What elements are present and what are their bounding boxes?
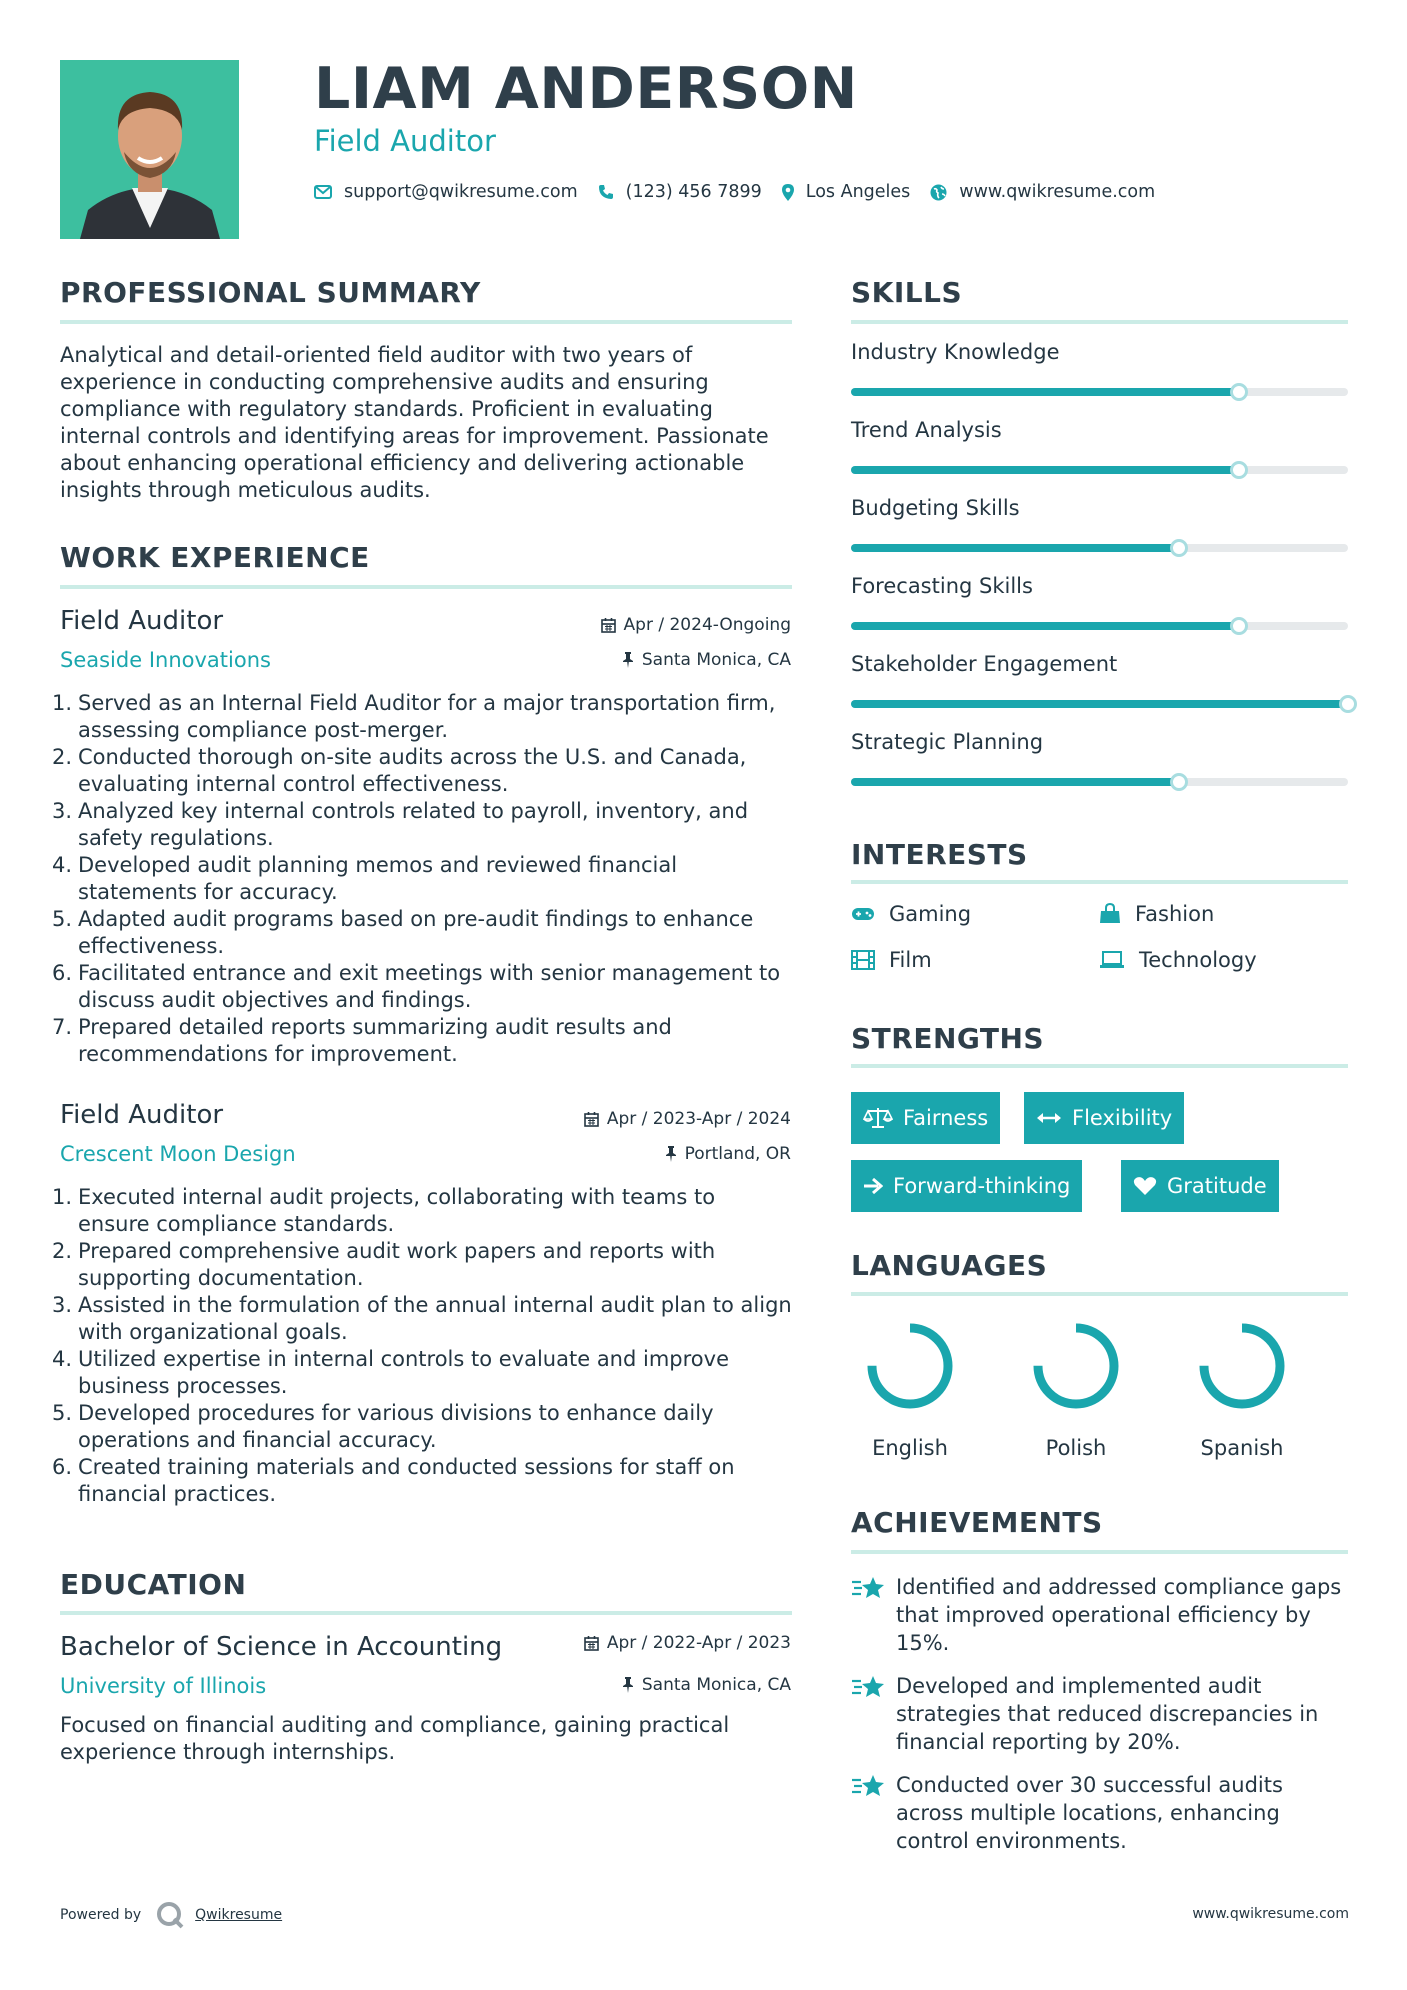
interest-label: Gaming [889,902,972,926]
work-divider [60,585,792,589]
list-item: Developed procedures for various divisions to enhance daily operations and financial accuracy. [78,1401,714,1452]
achievement-text: Identified and addressed compliance gaps that improved operational efficiency by 15%. [896,1575,1342,1655]
globe-icon [930,184,947,201]
language-name: English [872,1436,948,1460]
language-proficiency-arc [1204,1328,1280,1404]
work-heading: WORK EXPERIENCE [60,541,370,574]
list-item: Prepared comprehensive audit work papers and reports with supporting documentation. [78,1239,716,1290]
interest-label: Technology [1139,948,1257,972]
contact-email[interactable] [314,182,578,202]
job-location-text: Portland, OR [684,1144,791,1164]
skill-level-bar [851,466,1348,474]
job-location [665,1144,791,1164]
degree-title: Bachelor of Science in Accounting [60,1632,503,1662]
education-dates [584,1633,791,1653]
shooting-star-icon [851,1773,885,1799]
strength-fairness [851,1092,1000,1144]
language-proficiency-arc [1038,1328,1114,1404]
job-location-text: Santa Monica, CA [641,650,791,670]
interest-film [851,948,932,972]
education-dates-text: Apr / 2022-Apr / 2023 [606,1633,791,1653]
skill-level-knob [1170,773,1188,791]
job-dates-text: Apr / 2024-Ongoing [623,615,791,635]
contact-website-text: www.qwikresume.com [959,182,1156,202]
job-company: Seaside Innovations [60,648,271,672]
achievement-item [851,1573,1351,1657]
pushpin-icon [665,1146,677,1162]
list-item: Assisted in the formulation of the annual internal audit plan to align with organizational goals. [78,1293,792,1344]
job-dates [584,1109,791,1129]
language-proficiency-ring [1028,1318,1124,1414]
skill-level-knob [1339,695,1357,713]
calendar-icon [584,1635,599,1651]
skill-level-fill [851,622,1239,630]
contact-phone[interactable] [598,182,762,202]
contact-email-text: support@qwikresume.com [344,182,578,202]
skill-name: Strategic Planning [851,730,1044,754]
skill-level-fill [851,544,1179,552]
shooting-star-icon [851,1674,885,1700]
arrows-horizontal-icon [1036,1111,1062,1125]
strength-label: Fairness [903,1106,989,1130]
skill-level-fill [851,388,1239,396]
arrow-right-icon [863,1177,883,1195]
skill-level-bar [851,700,1348,708]
achievement-text: Conducted over 30 successful audits across multiple locations, enhancing control environments. [896,1773,1283,1853]
pushpin-icon [622,1677,634,1693]
skill-level-bar [851,622,1348,630]
language-item [1021,1318,1131,1460]
contact-location-text: Los Angeles [805,182,911,202]
interests-heading: INTERESTS [851,838,1028,871]
achievement-item [851,1672,1351,1756]
list-item: Prepared detailed reports summarizing audit results and recommendations for improvement. [78,1015,672,1066]
language-name: Polish [1045,1436,1107,1460]
list-item: Conducted thorough on-site audits across the U.S. and Canada, evaluating internal control effectiveness. [78,745,747,796]
school-name: University of Illinois [60,1674,267,1698]
skill-name: Budgeting Skills [851,496,1020,520]
contact-bar [314,180,1175,204]
skill-level-knob [1170,539,1188,557]
strength-label: Gratitude [1167,1174,1267,1198]
language-proficiency-ring [862,1318,958,1414]
summary-divider [60,320,792,324]
film-icon [851,950,875,970]
contact-phone-text: (123) 456 7899 [625,182,762,202]
interest-technology [1099,948,1257,972]
job-duties-list [52,690,792,1068]
strengths-divider [851,1064,1348,1068]
skill-level-fill [851,700,1348,708]
language-item [855,1318,965,1460]
summary-heading: PROFESSIONAL SUMMARY [60,276,481,309]
language-name: Spanish [1200,1436,1284,1460]
achievement-text: Developed and implemented audit strategies that reduced discrepancies in financial reporting by 20%. [896,1674,1319,1754]
envelope-icon [314,185,332,199]
list-item: Served as an Internal Field Auditor for a major transportation firm, assessing compliance post-merger. [78,691,776,742]
job-company: Crescent Moon Design [60,1142,296,1166]
interest-label: Film [889,948,932,972]
candidate-name: LIAM ANDERSON [314,56,858,122]
skill-level-knob [1230,383,1248,401]
summary-text: Analytical and detail-oriented field auditor with two years of experience in conducting comprehensive audits and ensuring compliance with regulatory standards. Proficient in evaluating internal controls and identifying areas for improvement. Passionate about enhancing operational efficiency and delivering actionable insights through meticulous audits. [60,343,769,502]
profile-photo [60,60,239,239]
achievement-item [851,1771,1351,1855]
footer-website[interactable]: www.qwikresume.com [1192,1906,1349,1922]
skills-heading: SKILLS [851,276,963,309]
skill-level-bar [851,778,1348,786]
balance-scale-icon [863,1107,893,1129]
interests-divider [851,880,1348,884]
achievements-divider [851,1550,1348,1554]
list-item: Facilitated entrance and exit meetings with senior management to discuss audit objectives and findings. [78,961,781,1012]
languages-heading: LANGUAGES [851,1249,1048,1282]
languages-divider [851,1292,1348,1296]
skill-level-knob [1230,461,1248,479]
map-marker-icon [782,184,794,201]
powered-by-text: Powered by [60,1907,142,1923]
skill-level-fill [851,466,1239,474]
strength-flexibility [1024,1092,1184,1144]
job-location [622,650,791,670]
list-item: Developed audit planning memos and reviewed financial statements for accuracy. [78,853,678,904]
skill-level-fill [851,778,1179,786]
calendar-icon [584,1111,599,1127]
interest-label: Fashion [1135,902,1215,926]
education-divider [60,1611,792,1615]
qwikresume-logo-icon [155,1900,185,1930]
candidate-role: Field Auditor [314,124,496,158]
contact-location [782,182,911,202]
job-title: Field Auditor [60,1100,224,1130]
footer-powered-by [60,1900,282,1930]
list-item: Analyzed key internal controls related to payroll, inventory, and safety regulations. [78,799,749,850]
shopping-bag-icon [1099,903,1121,925]
skills-divider [851,320,1348,324]
skill-name: Industry Knowledge [851,340,1060,364]
job-duties-list [52,1184,792,1508]
skill-level-knob [1230,617,1248,635]
interest-gaming [851,902,971,926]
skill-name: Trend Analysis [851,418,1002,442]
skill-level-bar [851,544,1348,552]
strength-gratitude [1121,1160,1279,1212]
shooting-star-icon [851,1575,885,1601]
language-proficiency-arc [872,1328,948,1404]
skill-name: Stakeholder Engagement [851,652,1118,676]
skill-level-bar [851,388,1348,396]
language-proficiency-ring [1194,1318,1290,1414]
gamepad-icon [851,906,875,922]
pushpin-icon [622,652,634,668]
list-item: Executed internal audit projects, collaborating with teams to ensure compliance standards. [78,1185,716,1236]
list-item: Utilized expertise in internal controls to evaluate and improve business processes. [78,1347,729,1398]
language-item [1187,1318,1297,1460]
laptop-icon [1099,951,1125,969]
education-heading: EDUCATION [60,1568,247,1601]
education-description: Focused on financial auditing and compliance, gaining practical experience through internships. [60,1713,730,1764]
education-location-text: Santa Monica, CA [641,1675,791,1695]
skill-name: Forecasting Skills [851,574,1033,598]
achievements-heading: ACHIEVEMENTS [851,1506,1103,1539]
strengths-heading: STRENGTHS [851,1022,1045,1055]
interest-fashion [1099,902,1214,926]
list-item: Adapted audit programs based on pre-audit findings to enhance effectiveness. [78,907,754,958]
qwikresume-link[interactable]: Qwikresume [195,1907,283,1923]
job-dates [601,615,791,635]
education-location [622,1675,791,1695]
phone-icon [598,184,614,200]
strength-forward-thinking [851,1160,1082,1212]
contact-website[interactable] [930,182,1155,202]
heart-icon [1133,1176,1157,1196]
job-title: Field Auditor [60,606,224,636]
strength-label: Flexibility [1072,1106,1173,1130]
calendar-icon [601,617,616,633]
job-dates-text: Apr / 2023-Apr / 2024 [606,1109,791,1129]
list-item: Created training materials and conducted sessions for staff on financial practices. [78,1455,735,1506]
strength-label: Forward-thinking [893,1174,1071,1198]
